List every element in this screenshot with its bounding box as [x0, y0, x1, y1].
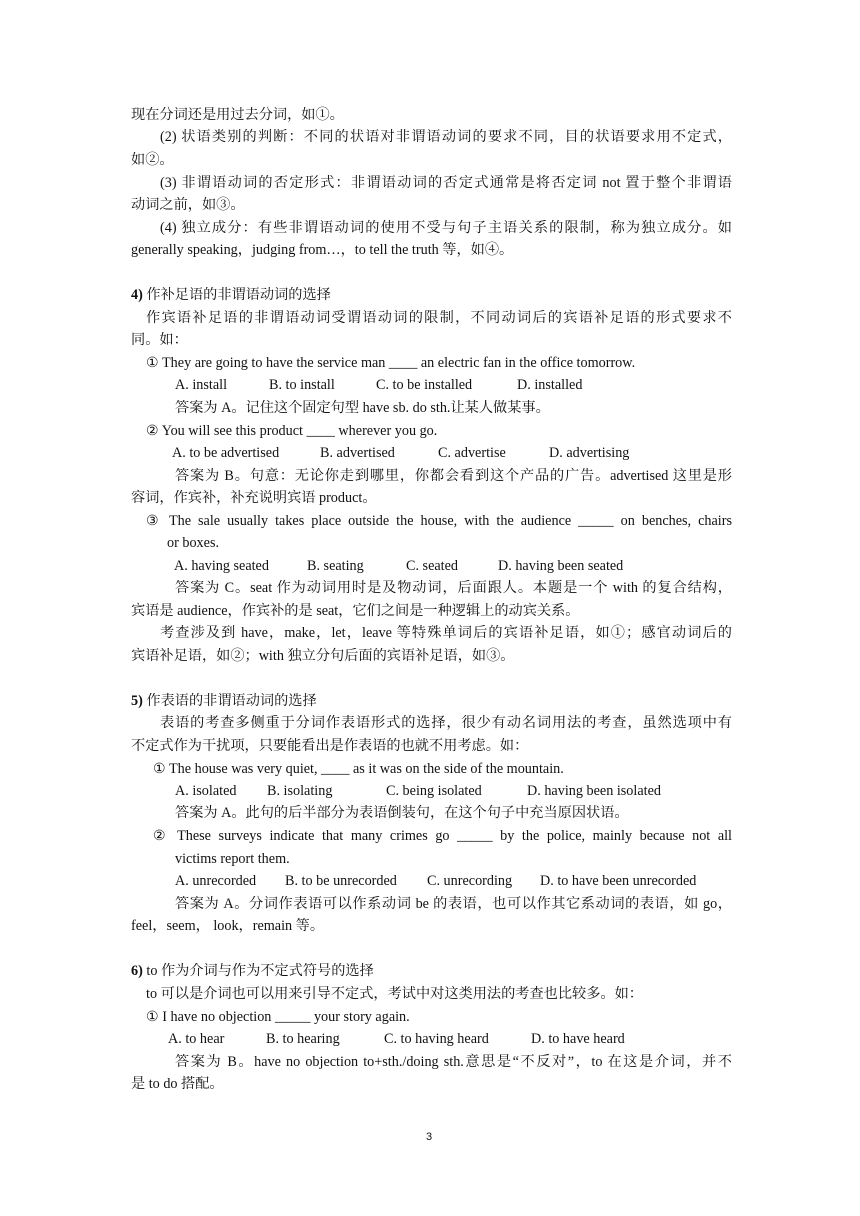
section-4-number: 4): [131, 287, 143, 303]
s6-q1-option-c: C. to having heard: [384, 1031, 489, 1047]
section-6-heading: [131, 961, 374, 981]
s5-q2-option-d: D. to have been unrecorded: [540, 873, 697, 889]
s5-q1-option-a: A. isolated: [175, 783, 237, 799]
s4-q2-option-d: D. advertising: [549, 445, 630, 461]
s6-q1-answer-b: 是 to do 搭配。: [131, 1076, 224, 1092]
s4-q1-answer: 答案为 A。记住这个固定句型 have sb. do sth.让某人做某事。: [175, 400, 550, 416]
s4-summary-a: 考查涉及到 have，make，let，leave 等特殊单词后的宾语补足语，如①；感官动词后的: [160, 625, 732, 641]
s6-q1-answer-a: 答案为 B。have no objection to+sth./doing sth.意思是“不反对”，to 在这是介词，并不: [175, 1054, 732, 1070]
s4-q1-option-a: A. install: [175, 377, 228, 393]
s4-q3-stem-b: or boxes.: [167, 535, 220, 551]
s4-q2-option-a: A. to be advertised: [172, 445, 280, 461]
s5-q2-stem-b: victims report them.: [175, 851, 290, 867]
s4-q3-answer-a: 答案为 C。seat 作为动词用时是及物动词，后面跟人。本题是一个 with 的复合结构，: [175, 580, 732, 596]
section-5-intro-b: 不定式作为干扰项，只要能看出是作表语的也就不用考虑。如：: [131, 738, 529, 754]
section-6-number: 6): [131, 963, 143, 979]
section-6-title: to 作为介词与作为不定式符号的选择: [142, 963, 374, 979]
s5-q1-option-d: D. having been isolated: [527, 783, 661, 799]
section-4-intro-b: 同。如：: [131, 332, 188, 348]
s5-q1-option-b: B. isolating: [267, 783, 333, 799]
intro-point-2-line-b: 如②。: [131, 152, 174, 168]
s4-q2-answer-a: 答案为 B。句意：无论你走到哪里，你都会看到这个产品的广告。advertised 这里是形: [175, 468, 732, 484]
s4-q3-answer-b: 宾语是 audience，作宾补的是 seat，它们之间是一种逻辑上的动宾关系。: [131, 603, 580, 619]
intro-line-1: 现在分词还是用过去分词，如①。: [131, 107, 344, 123]
s6-q1-stem: ① I have no objection _____ your story again.: [146, 1009, 410, 1025]
s4-q2-option-c: C. advertise: [438, 445, 506, 461]
s4-q2-answer-b: 容词，作宾补，补充说明宾语 product。: [131, 490, 377, 506]
s4-q1-stem: ① They are going to have the service man ____ an electric fan in the office tomorrow.: [146, 355, 636, 371]
section-6-intro: to 可以是介词也可以用来引导不定式，考试中对这类用法的考查也比较多。如：: [146, 986, 643, 1002]
s5-q2-stem-a: ② These surveys indicate that many crimes go _____ by the police, mainly because not all: [153, 828, 732, 844]
s4-q1-option-d: D. installed: [517, 377, 583, 393]
intro-point-2-line-a: (2) 状语类别的判断：不同的状语对非谓语动词的要求不同，目的状语要求用不定式，: [160, 129, 732, 145]
intro-point-4-line-b: generally speaking，judging from…，to tell the truth 等，如④。: [131, 242, 514, 258]
s4-q3-option-a: A. having seated: [174, 558, 269, 574]
intro-point-3-line-b: 动词之前，如③。: [131, 197, 245, 213]
page-number: 3: [426, 1131, 433, 1143]
s6-q1-option-d: D. to have heard: [531, 1031, 625, 1047]
s5-q2-answer-a: 答案为 A。分词作表语可以作系动词 be 的表语，也可以作其它系动词的表语，如 go，: [175, 896, 732, 912]
section-5-intro-a: 表语的考查多侧重于分词作表语形式的选择，很少有动名词用法的考查，虽然选项中有: [160, 715, 732, 731]
s4-q2-option-b: B. advertised: [320, 445, 395, 461]
s5-q1-option-c: C. being isolated: [386, 783, 482, 799]
s4-q2-stem: ② You will see this product ____ wherever you go.: [146, 423, 438, 439]
s4-q1-option-c: C. to be installed: [376, 377, 473, 393]
section-4-title: 作补足语的非谓语动词的选择: [142, 287, 331, 303]
s5-q2-option-a: A. unrecorded: [175, 873, 257, 889]
section-4-intro-a: 作宾语补足语的非谓语动词受谓语动词的限制，不同动词后的宾语补足语的形式要求不: [146, 310, 732, 326]
s4-q3-option-c: C. seated: [406, 558, 459, 574]
s4-q3-option-d: D. having been seated: [498, 558, 624, 574]
s5-q2-answer-b: feel，seem， look，remain 等。: [131, 918, 325, 934]
s5-q2-option-b: B. to be unrecorded: [285, 873, 397, 889]
section-5-heading: [131, 691, 317, 711]
section-5-title: 作表语的非谓语动词的选择: [142, 693, 317, 709]
intro-point-3-line-a: (3) 非谓语动词的否定形式：非谓语动词的否定式通常是将否定词 not 置于整个非谓语: [160, 175, 732, 191]
s5-q1-stem: ① The house was very quiet, ____ as it was on the side of the mountain.: [153, 761, 564, 777]
s5-q2-option-c: C. unrecording: [427, 873, 513, 889]
section-4-heading: [131, 285, 331, 305]
s4-q1-option-b: B. to install: [269, 377, 335, 393]
s4-q3-option-b: B. seating: [307, 558, 364, 574]
s4-q3-stem-a: ③ The sale usually takes place outside the house, with the audience _____ on benches, chairs: [146, 513, 732, 529]
s5-q1-answer: 答案为 A。此句的后半部分为表语倒装句，在这个句子中充当原因状语。: [175, 805, 629, 821]
s6-q1-option-b: B. to hearing: [266, 1031, 340, 1047]
section-5-number: 5): [131, 693, 143, 709]
intro-point-4-line-a: (4) 独立成分：有些非谓语动词的使用不受与句子主语关系的限制，称为独立成分。如: [160, 220, 732, 236]
s6-q1-option-a: A. to hear: [168, 1031, 225, 1047]
s4-summary-b: 宾语补足语，如②；with 独立分句后面的宾语补足语，如③。: [131, 648, 515, 664]
